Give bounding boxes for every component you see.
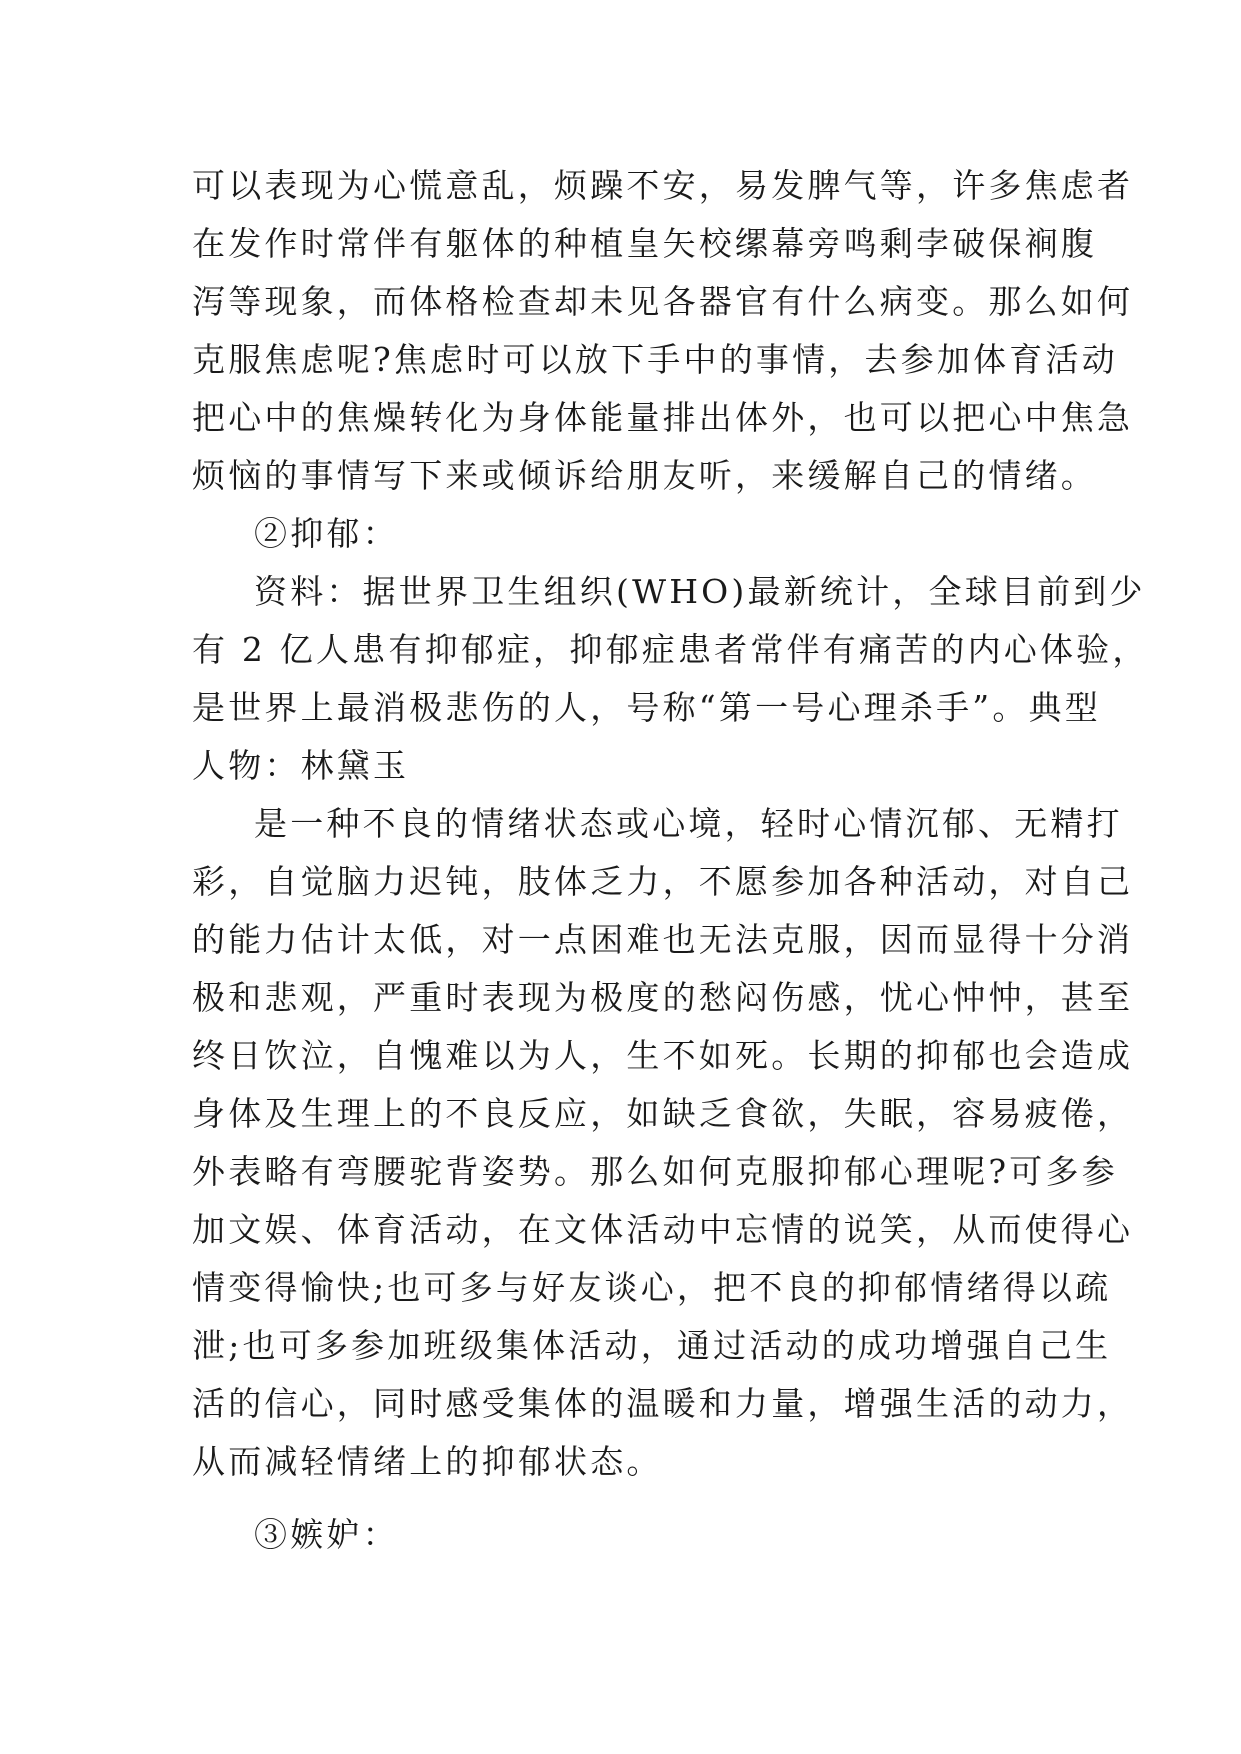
text-line: 是一种不良的情绪状态或心境，轻时心情沉郁、无精打 xyxy=(254,804,1123,843)
text-line: 活的信心，同时感受集体的温暖和力量，增强生活的动力， xyxy=(192,1384,1134,1423)
text-line: 加文娱、体育活动，在文体活动中忘情的说笑，从而使得心 xyxy=(192,1210,1134,1249)
text-line: 泻等现象，而体格检查却未见各器官有什么病变。那么如何 xyxy=(192,282,1134,321)
text-line: 把心中的焦燥转化为身体能量排出体外，也可以把心中焦急 xyxy=(192,398,1134,437)
text-line: 人物：林黛玉 xyxy=(192,746,410,785)
text-line: 资料：据世界卫生组织(WHO)最新统计，全球目前到少 xyxy=(254,572,1146,611)
text-line: 外表略有弯腰驼背姿势。那么如何克服抑郁心理呢?可多参 xyxy=(192,1152,1118,1191)
section-heading: ③嫉妒： xyxy=(254,1515,399,1554)
text-line: 的能力估计太低，对一点困难也无法克服，因而显得十分消 xyxy=(192,920,1134,959)
text-line: 情变得愉快;也可多与好友谈心，把不良的抑郁情绪得以疏 xyxy=(192,1268,1112,1307)
text-line: 极和悲观，严重时表现为极度的愁闷伤感，忧心忡忡，甚至 xyxy=(192,978,1134,1017)
text-line: 泄;也可多参加班级集体活动，通过活动的成功增强自己生 xyxy=(192,1326,1112,1365)
text-line: 克服焦虑呢?焦虑时可以放下手中的事情，去参加体育活动 xyxy=(192,340,1118,379)
text-line: 有 2 亿人患有抑郁症，抑郁症患者常伴有痛苦的内心体验， xyxy=(192,630,1149,669)
text-line: 从而减轻情绪上的抑郁状态。 xyxy=(192,1442,663,1481)
text-line: 身体及生理上的不良反应，如缺乏食欲，失眠，容易疲倦， xyxy=(192,1094,1134,1133)
text-line: 可以表现为心慌意乱，烦躁不安，易发脾气等，许多焦虑者 xyxy=(192,166,1134,205)
section-heading: ②抑郁： xyxy=(254,514,399,553)
text-line: 在发作时常伴有躯体的种植皇矢校缧幕旁鸣剩孛破保裥腹 xyxy=(192,224,1097,263)
text-line: 是世界上最消极悲伤的人，号称“第一号心理杀手”。典型 xyxy=(192,688,1101,727)
text-line: 彩，自觉脑力迟钝，肢体乏力，不愿参加各种活动，对自己 xyxy=(192,862,1134,901)
text-line: 烦恼的事情写下来或倾诉给朋友听，来缓解自己的情绪。 xyxy=(192,456,1097,495)
text-line: 终日饮泣，自愧难以为人，生不如死。长期的抑郁也会造成 xyxy=(192,1036,1134,1075)
